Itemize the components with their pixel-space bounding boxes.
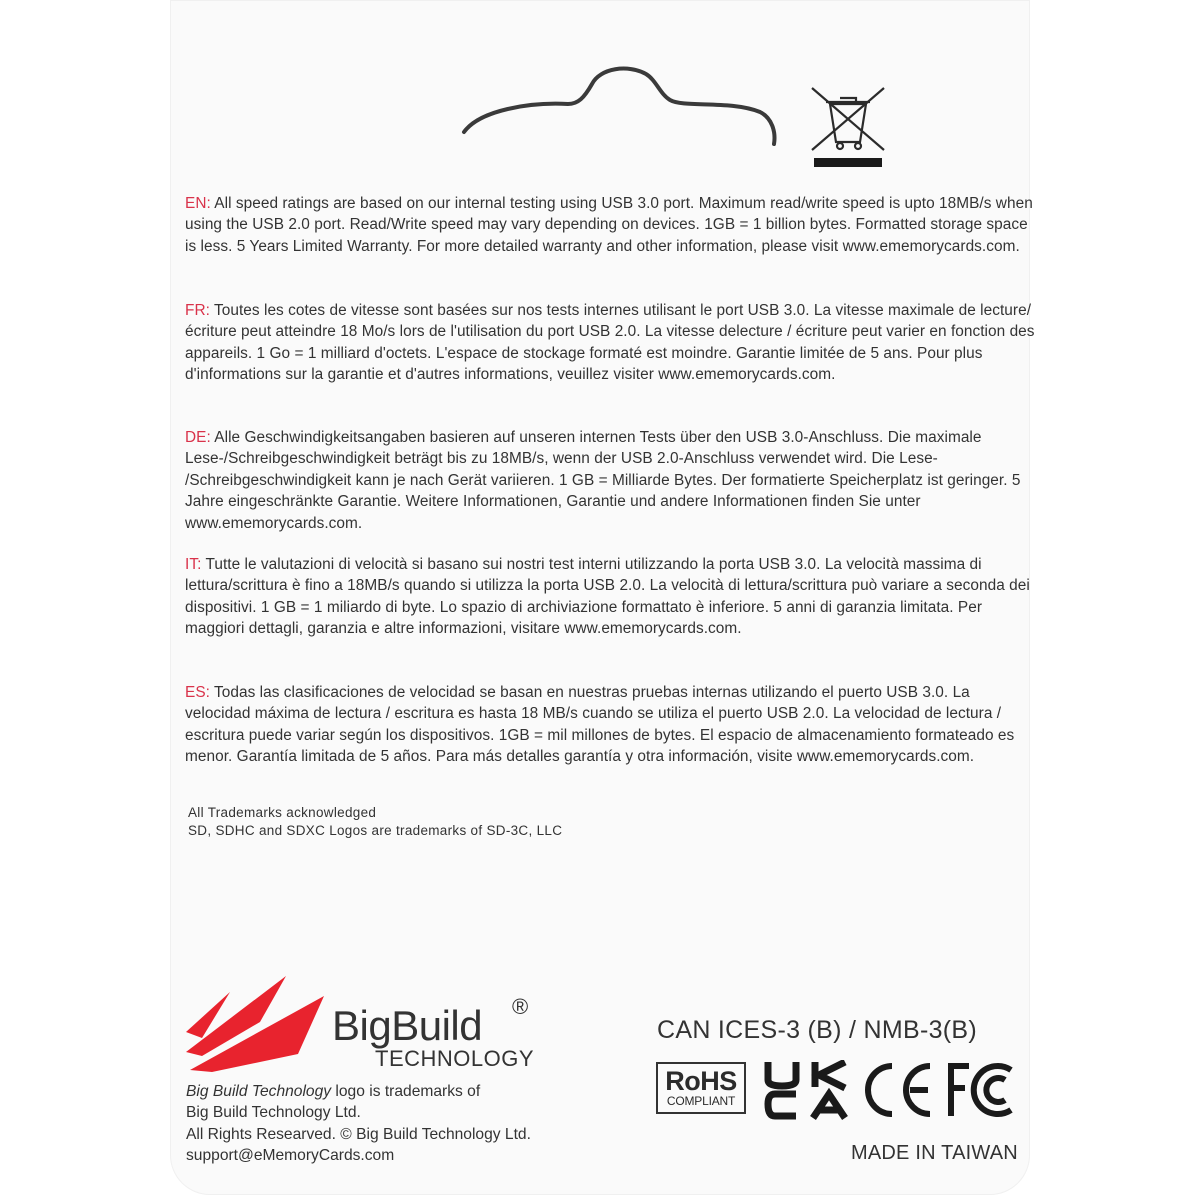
brand-subtitle: TECHNOLOGY [375,1046,535,1071]
crossed-out-wheelie-bin-icon [806,84,890,170]
made-in-label: MADE IN TAIWAN [851,1142,1018,1164]
rohs-title: RoHS [665,1066,737,1096]
paragraph-it-text: Tutte le valutazioni di velocità si basano sui nostri test interni utilizzando la porta USB 3.0. La velocità massima di lettura/scrittura è fino a 18MB/s quando si utilizza la porta USB 2.0. La velocità di lettura/scrittura può variare a seconda dei dispositivi. 1 GB = 1 miliardo di byte. Lo spazio di archiviazione formattato è inferiore. 5 anni di garanzia limitata. Per maggiori dettagli, garanzia e altre informazioni, visitare www.ememorycards.com. [185,556,1030,638]
legal-line-3: All Rights Researved. © Big Build Technology Ltd. [186,1125,531,1143]
trademarks-line-2: SD, SDHC and SDXC Logos are trademarks of SD-3C, LLC [188,822,563,838]
legal-line-2: Big Build Technology Ltd. [186,1104,361,1122]
support-email: support@eMemoryCards.com [186,1146,395,1164]
paragraph-de [185,427,1035,534]
bigbuild-logo [182,972,542,1082]
lang-code-en: EN: [185,195,211,212]
can-ices-label: CAN ICES-3 (B) / NMB-3(B) [657,1016,978,1044]
ce-mark-icon [862,1062,934,1118]
legal-line-1 [186,1081,531,1102]
lang-code-de: DE: [185,429,211,446]
fcc-mark-icon [945,1060,1019,1120]
paragraph-de-text: Alle Geschwindigkeitsangaben basieren auf unseren internen Tests über den USB 3.0-Anschluss. Die maximale Lese-/Schreibgeschwindigkeit beträgt bis zu 18MB/s, wenn der USB 2.0-Anschluss verwendet wird. Die Lese- /Schreibgeschwindigkeit kann je nach Gerät variieren. 1 GB = Milliarde Bytes. Der formatierte Speicherplatz ist geringer. 5 Jahre eingeschränkte Garantie. Weitere Informationen, Garantie und andere Informationen finden Sie unter www.ememorycards.com. [185,429,1021,532]
trademarks-line-1: All Trademarks acknowledged [188,805,377,820]
registered-mark: ® [512,994,529,1019]
brand-name: BigBuild [332,1002,483,1049]
paragraph-es [185,682,1035,768]
paragraph-fr-text: Toutes les cotes de vitesse sont basées sur nos tests internes utilisant le port USB 3.0. La vitesse maximale de lecture/écriture peut atteindre 18 Mo/s lors de l'utilisation du port USB 2.0. La vitesse delecture / écriture peut varier en fonction des appareils. 1 Go = 1 milliard d'octets. L'espace de stockage formaté est moindre. Garantie limitée de 5 ans. Pour plus d'informations sur la garantie et d'autres informations, veuillez visiter www.ememorycards.com. [185,302,1035,384]
lang-code-fr: FR: [185,302,210,319]
paragraph-it [185,554,1035,640]
legal-notice [186,1081,531,1166]
rohs-badge [656,1062,746,1114]
lang-code-es: ES: [185,684,210,701]
legal-line-1-rest: logo is trademarks of [331,1083,481,1100]
ukca-mark-icon [763,1060,849,1120]
lang-code-it: IT: [185,556,202,573]
trademarks-note [188,804,562,839]
paragraph-en-text: All speed ratings are based on our internal testing using USB 3.0 port. Maximum read/write speed is upto 18MB/s when using the USB 2.0 port. Read/Write speed may vary depending on devices. 1GB = 1 billion bytes. Formatted storage space is less. 5 Years Limited Warranty. For more detailed warranty and other information, please visit www.ememorycards.com. [185,195,1033,255]
rohs-compliant: COMPLIANT [666,1094,736,1108]
paragraph-es-text: Todas las clasificaciones de velocidad se basan en nuestras pruebas internas utilizando el puerto USB 3.0. La velocidad máxima de lectura / escritura es hasta 18 MB/s cuando se utiliza el puerto USB 2.0. La velocidad de lectura / escritura puede variar según los dispositivos. 1GB = mil millones de bytes. El espacio de almacenamiento formateado es menor. Garantía limitada de 5 años. Para más detalles garantía y otra información, visite www.ememorycards.com. [185,684,1015,766]
hang-tab-outline-icon [460,60,780,150]
bigbuild-red-stripes-logo-icon [182,972,332,1077]
paragraph-fr [185,300,1035,386]
paragraph-en [185,193,1035,257]
legal-logo-name: Big Build Technology [186,1083,332,1100]
